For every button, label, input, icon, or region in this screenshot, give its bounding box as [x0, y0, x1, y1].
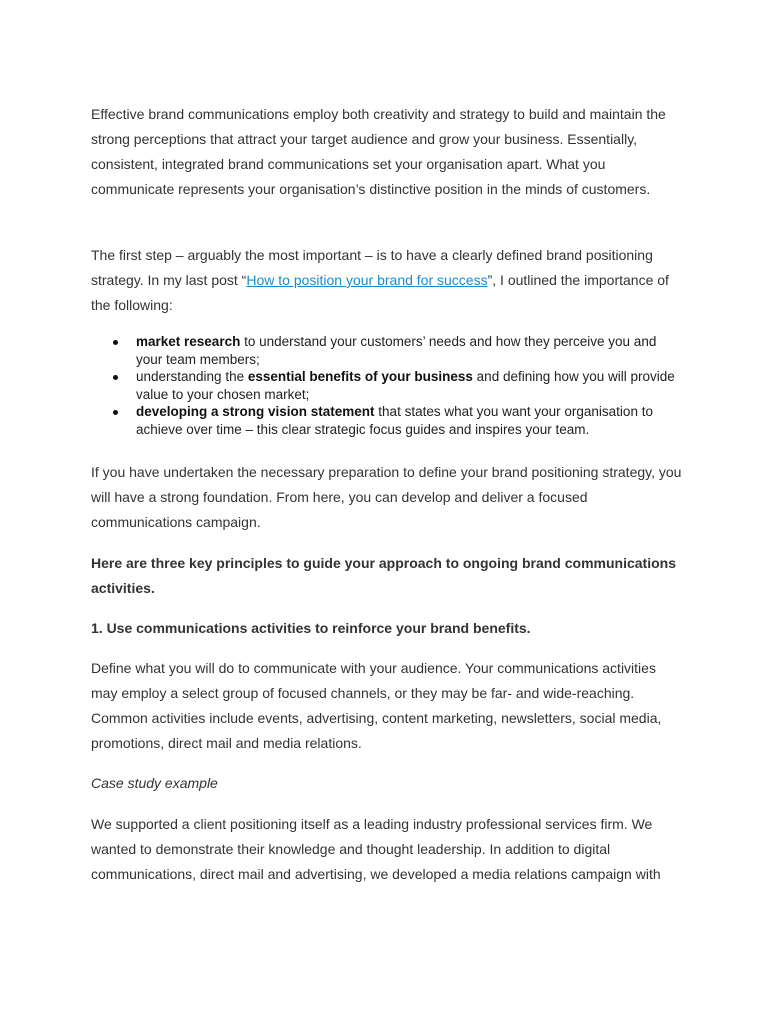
foundation-paragraph: If you have undertaken the necessary preparation to define your brand positioning strategy, you will have a strong foundation. From here, you can develop and deliver a focused communications campaign. — [91, 464, 682, 530]
first-step-paragraph — [91, 243, 683, 318]
principles-heading: Here are three key principles to guide your approach to ongoing brand communications activities. — [91, 555, 676, 596]
list-item-text: and defining how you will provide value to your chosen market; — [136, 369, 675, 402]
list-item-text: to understand your customers’ needs and how they perceive you and your team members; — [136, 334, 657, 367]
case-study-paragraph: We supported a client positioning itself as a leading industry professional services firm. We wanted to demonstrate their knowledge and thought leadership. In addition to digital communications, direct mail and advertising, we developed a media relations campaign with — [91, 816, 661, 882]
first-step-text-end: ”, I outlined the importance of the following: — [91, 272, 669, 313]
first-step-text: The first step – arguably the most important – is to have a clearly defined brand positioning strategy. In my last post “ — [91, 247, 653, 288]
list-item-bold: developing a strong vision statement — [136, 404, 375, 419]
list-item-text: that states what you want your organisation to achieve over time – this clear strategic focus guides and inspires your team. — [136, 404, 653, 437]
list-item — [91, 368, 683, 403]
list-item-bold: essential benefits of your business — [247, 369, 473, 384]
list-item — [91, 403, 683, 438]
list-item-bold: market research — [136, 334, 241, 349]
principle-1-heading: 1. Use communications activities to reinforce your brand benefits. — [91, 620, 531, 636]
preparation-list — [91, 333, 683, 438]
define-paragraph: Define what you will do to communicate with your audience. Your communications activities may employ a select group of focused channels, or they may be far- and wide-reaching. Common activities include events, advertising, content marketing, newsletters, social media, promotions, direct mail and media relations. — [91, 660, 662, 751]
list-item — [91, 333, 683, 368]
list-item-text: understanding the — [136, 369, 248, 384]
case-study-label: Case study example — [91, 775, 218, 791]
position-brand-link[interactable]: How to position your brand for success — [246, 272, 488, 288]
intro-paragraph: Effective brand communications employ both creativity and strategy to build and maintain the strong perceptions that attract your target audience and grow your business. Essentially, consistent, integrated brand communications set your organisation apart. What you communicate represents your organisation’s distinctive position in the minds of customers. — [91, 106, 666, 197]
